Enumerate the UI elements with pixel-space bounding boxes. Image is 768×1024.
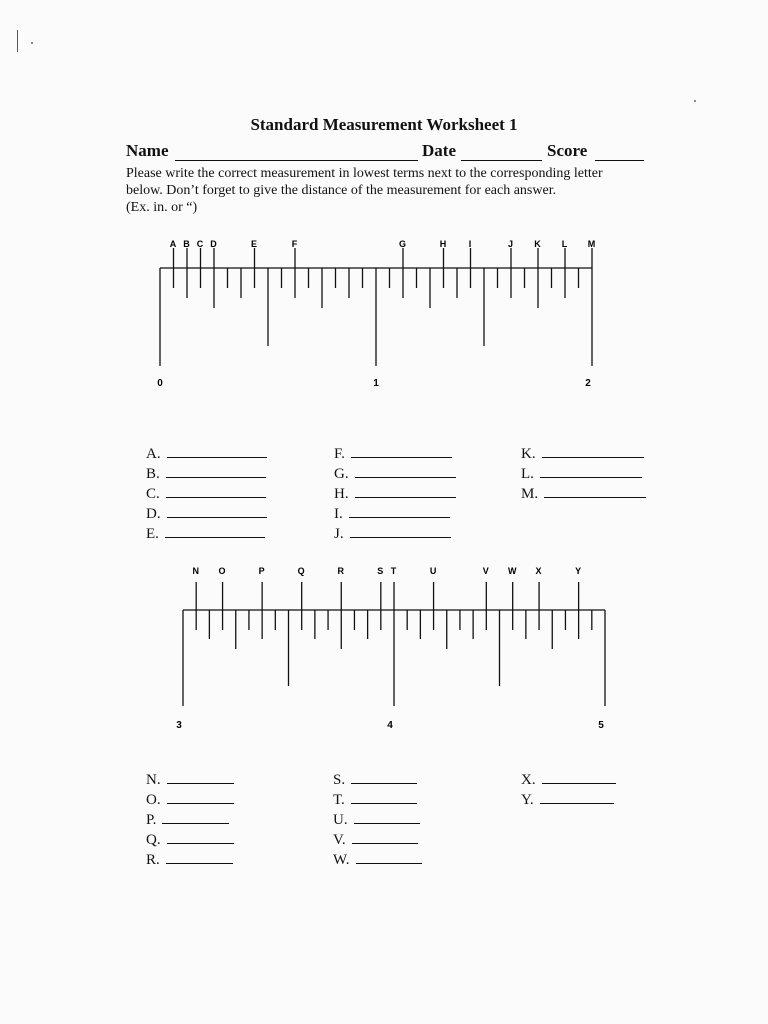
inch-number-0: 0 — [157, 378, 163, 389]
answer-label: J. — [334, 526, 344, 542]
pointer-letter-u: U — [429, 566, 438, 576]
date-label: Date — [422, 141, 456, 160]
answer-label: H. — [334, 486, 349, 502]
answer-blank[interactable] — [351, 790, 417, 804]
pointer-letter-o: O — [218, 566, 227, 576]
answer-label: T. — [333, 792, 345, 808]
answer-item-v — [333, 830, 418, 850]
pointer-letter-b: B — [183, 239, 191, 249]
pointer-letter-r: R — [337, 566, 345, 576]
answer-item-t — [333, 790, 417, 810]
answer-label: F. — [334, 446, 345, 462]
answer-label: L. — [521, 466, 534, 482]
pointer-letter-x: X — [535, 566, 543, 576]
worksheet-title: Standard Measurement Worksheet 1 — [250, 115, 518, 134]
pointer-letter-q: Q — [297, 566, 306, 576]
answer-item-s — [333, 770, 417, 790]
answer-item-q — [146, 830, 234, 850]
pointer-letter-s: S — [377, 566, 385, 576]
pointer-letter-l: L — [561, 239, 569, 249]
pointer-letter-c: C — [196, 239, 205, 249]
answer-label: O. — [146, 792, 161, 808]
inch-number-5: 5 — [598, 720, 604, 731]
answer-item-y — [521, 790, 614, 810]
answer-blank[interactable] — [167, 770, 234, 784]
name-label: Name — [126, 141, 169, 160]
pointer-letter-m: M — [587, 239, 597, 249]
inch-number-3: 3 — [176, 720, 182, 731]
answer-label: P. — [146, 812, 157, 828]
answer-label: M. — [521, 486, 539, 502]
answer-blank[interactable] — [352, 830, 418, 844]
answer-label: C. — [146, 486, 160, 502]
pointer-letter-a: A — [169, 239, 178, 249]
pointer-letter-j: J — [507, 239, 515, 249]
answer-item-w — [333, 850, 422, 870]
pointer-letter-f: F — [291, 239, 299, 249]
instructions-line-1: Please write the correct measurement in lowest terms next to the corresponding letter — [126, 166, 603, 181]
instructions-line-3: (Ex. in. or “) — [126, 200, 198, 215]
answer-label: X. — [521, 772, 536, 788]
answer-label: N. — [146, 772, 161, 788]
answer-label: Y. — [521, 792, 534, 808]
answer-blank[interactable] — [166, 850, 233, 864]
answer-item-n — [146, 770, 234, 790]
answer-label: D. — [146, 506, 161, 522]
answer-blank[interactable] — [356, 850, 422, 864]
pointer-letter-t: T — [390, 566, 398, 576]
answer-label: V. — [333, 832, 346, 848]
answer-label: I. — [334, 506, 343, 522]
answer-label: B. — [146, 466, 160, 482]
answer-label: Q. — [146, 832, 161, 848]
answer-blank[interactable] — [167, 830, 234, 844]
answer-blank[interactable] — [162, 810, 229, 824]
answer-label: S. — [333, 772, 346, 788]
pointer-letter-g: G — [398, 239, 408, 249]
pointer-letter-y: Y — [575, 566, 583, 576]
pointer-letter-d: D — [210, 239, 218, 249]
answer-item-u — [333, 810, 420, 830]
pointer-letter-h: H — [439, 239, 448, 249]
answer-item-x — [521, 770, 616, 790]
answer-blank[interactable] — [354, 810, 420, 824]
score-label: Score — [547, 141, 588, 160]
pointer-letter-i: I — [468, 239, 473, 249]
answer-label: K. — [521, 446, 536, 462]
answer-label: W. — [333, 852, 350, 868]
inch-number-1: 1 — [373, 378, 379, 389]
answer-item-o — [146, 790, 234, 810]
pointer-letter-v: V — [482, 566, 490, 576]
answer-item-r — [146, 850, 233, 870]
answer-blank[interactable] — [351, 770, 417, 784]
pointer-letter-k: K — [534, 239, 542, 249]
answer-item-p — [146, 810, 229, 830]
answer-label: A. — [146, 446, 161, 462]
answer-blank[interactable] — [542, 770, 616, 784]
answer-label: E. — [146, 526, 159, 542]
instructions-line-2: below. Don’t forget to give the distance of the measurement for each answer. — [126, 183, 557, 198]
inch-number-4: 4 — [387, 720, 393, 731]
pointer-letter-w: W — [507, 566, 518, 576]
answer-label: G. — [334, 466, 349, 482]
answer-label: R. — [146, 852, 160, 868]
answer-label: U. — [333, 812, 348, 828]
pointer-letter-n: N — [192, 566, 200, 576]
inch-number-2: 2 — [585, 378, 591, 389]
answer-blank[interactable] — [540, 790, 614, 804]
answer-blank[interactable] — [167, 790, 234, 804]
pointer-letter-p: P — [258, 566, 266, 576]
pointer-letter-e: E — [250, 239, 259, 249]
